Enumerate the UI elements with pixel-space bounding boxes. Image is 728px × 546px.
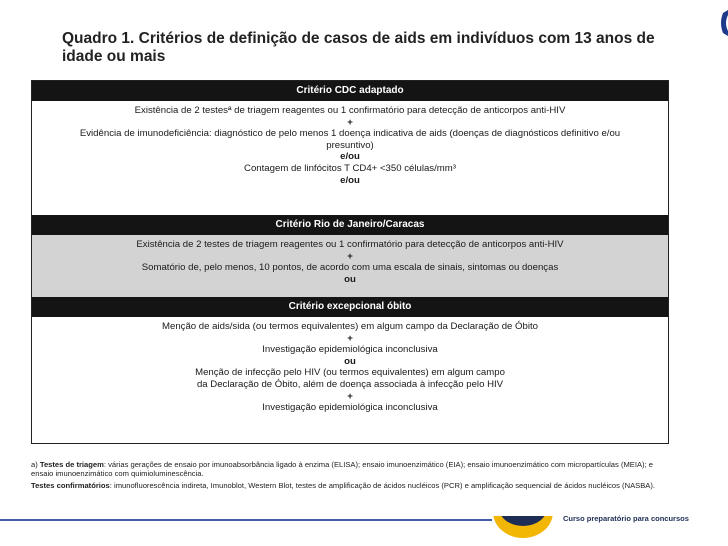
criteria-line: Investigação epidemiológica inconclusiva (262, 344, 438, 356)
section-body-obito (32, 317, 668, 443)
footnote-confirmatory (31, 481, 667, 490)
criteria-separator: e/ou (340, 151, 360, 163)
criteria-line: Existência de 2 testesª de triagem reagentes ou 1 confirmatório para detecção de anticorpos anti-HIV (134, 105, 566, 116)
criteria-separator: + (347, 250, 353, 262)
section-header-obito: Critério excepcional óbito (32, 297, 668, 317)
criteria-line: Contagem de linfócitos T CD4+ <350 células/mm³ (244, 162, 456, 174)
criteria-separator: e/ou (340, 174, 360, 186)
footnote-text: : várias gerações de ensaio por imunoabsorbância ligado à enzima (ELISA); ensaio imunoenzimático (EIA); ensaio imunoenzimático com micropartículas (MEIA); e ensaio imunoenzimático com quimioluminescência. (31, 460, 654, 479)
criteria-line: da Declaração de Óbito, além de doença associada à infecção pelo HIV (196, 378, 504, 390)
criteria-line: Menção de aids/sida (ou termos equivalentes) em algum campo da Declaração de Óbito (162, 321, 538, 332)
footnote-screening (31, 460, 667, 478)
criteria-separator: + (347, 116, 353, 128)
footnotes (31, 460, 667, 494)
criteria-line: Somatório de, pelo menos, 10 pontos, de acordo com uma escala de sinais, sintomas ou doenças (141, 262, 559, 274)
course-logo (490, 502, 556, 546)
section-body-cdc (32, 101, 668, 215)
footer-divider (0, 519, 492, 521)
section-header-rio-caracas: Critério Rio de Janeiro/Caracas (32, 215, 668, 235)
footnote-term: Testes confirmatórios (31, 481, 110, 491)
criteria-separator: + (347, 390, 353, 402)
criteria-line: Investigação epidemiológica inconclusiva (262, 402, 438, 414)
page-title: Quadro 1. Critérios de definição de casos de aids em indivíduos com 13 anos de idade ou mais (62, 30, 655, 65)
section-header-cdc: Critério CDC adaptado (32, 81, 668, 101)
criteria-line: Menção de infecção pelo HIV (ou termos equivalentes) em algum campo (195, 367, 505, 379)
criteria-separator: ou (344, 355, 356, 367)
footer-course-label: Curso preparatório para concursos (563, 514, 689, 523)
criteria-table (31, 80, 669, 444)
footnote-text: : imunofluorescência indireta, Imunoblot, Western Blot, testes de amplificação de ácidos nucléicos (PCR) e amplificação sequencial de ácidos nucléicos (NASBA). (109, 481, 655, 491)
section-body-rio-caracas (32, 235, 668, 297)
criteria-separator: + (347, 332, 353, 344)
criteria-line: Existência de 2 testes de triagem reagentes ou 1 confirmatório para detecção de anticorpos anti-HIV (136, 239, 564, 250)
criteria-separator: ou (344, 273, 356, 285)
footnote-term: Testes de triagem (39, 460, 104, 469)
corner-logo-fragment (714, 10, 728, 36)
footnote-marker: a) (31, 460, 40, 469)
criteria-line: Evidência de imunodeficiência: diagnóstico de pelo menos 1 doença indicativa de aids (doenças de diagnósticos definitivo e/ou presuntivo) (79, 128, 621, 151)
